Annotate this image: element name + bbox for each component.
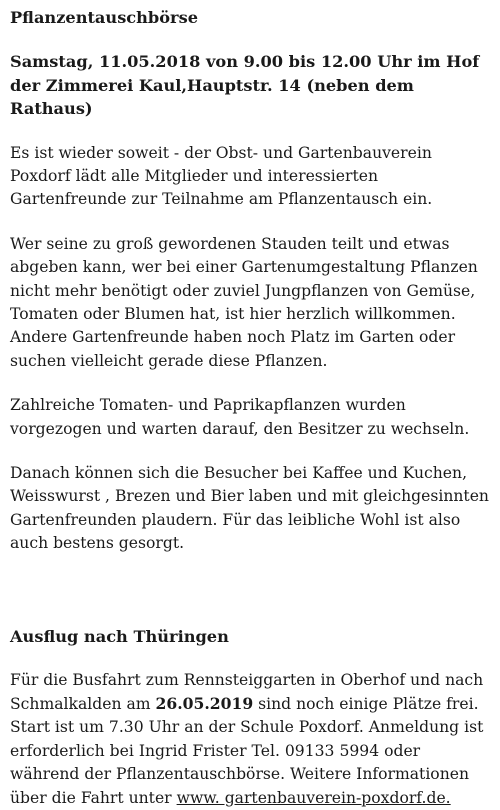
document-page — [10, 6, 494, 810]
event-title-plant-exchange: Pflanzentauschbörse — [10, 8, 198, 27]
trip-date: 26.05.2019 — [155, 694, 254, 713]
paragraph-refreshments: Danach können sich die Besucher bei Kaffee und Kuchen, Weisswurst , Brezen und Bier laben und mit gleichgesinnten Gartenfreunden plaudern. Für das leibliche Wohl ist also auch bestens gesorgt. — [10, 463, 489, 553]
paragraph-who-can-join: Wer seine zu groß gewordenen Stauden teilt und etwas abgeben kann, wer bei einer Gartenumgestaltung Pflanzen nicht mehr benötigt oder zuviel Jungpflanzen von Gemüse, Tomaten oder Blumen hat, ist hier herzlich willkommen. Andere Gartenfreunde haben noch Platz im Garten oder suchen vielleicht gerade diese Pflanzen. — [10, 234, 478, 370]
spacer — [10, 121, 494, 142]
paragraph-tomato-plants: Zahlreiche Tomaten- und Paprikapflanzen wurden vorgezogen und warten darauf, den Besitzer zu wechseln. — [10, 396, 470, 438]
spacer — [10, 29, 494, 50]
event-title-trip: Ausflug nach Thüringen — [10, 626, 229, 646]
spacer — [10, 212, 494, 233]
spacer — [10, 373, 494, 394]
paragraph-intro: Es ist wieder soweit - der Obst- und Gartenbauverein Poxdorf lädt alle Mitglieder und interessierten Gartenfreunde zur Teilnahme am Pflanzentausch ein. — [10, 143, 433, 209]
trip-text-before-date: Für die Busfahrt zum Rennsteiggarten in Oberhof und nach Schmalkalden am — [10, 670, 484, 713]
website-link[interactable]: www. gartenbauverein-poxdorf.de. — [176, 788, 451, 807]
spacer — [10, 556, 494, 625]
event-date-location: Samstag, 11.05.2018 von 9.00 bis 12.00 Uhr im Hof der Zimmerei Kaul,Hauptstr. 14 (neben dem Rathaus) — [10, 52, 480, 118]
trip-text-after-date: sind noch einige Plätze frei. Start ist um 7.30 Uhr an der Schule Poxdorf. Anmeldung ist erforderlich bei Ingrid Frister Tel. 09133 5994 oder während der Pflanzentauschbörse. Weitere Informationen über die Fahrt unter — [10, 695, 484, 807]
spacer — [10, 441, 494, 462]
paragraph-trip-details — [10, 669, 494, 810]
spacer — [10, 648, 494, 669]
